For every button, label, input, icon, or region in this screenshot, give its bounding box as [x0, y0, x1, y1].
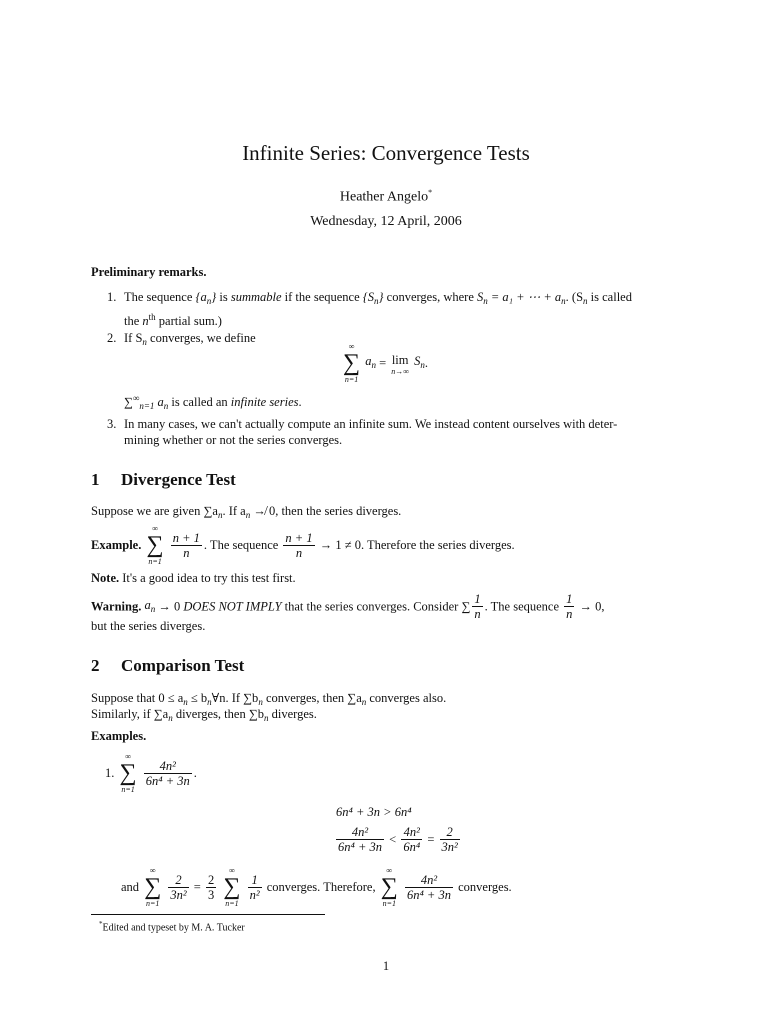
examples-heading: Examples. — [91, 729, 147, 743]
sum-symbol: ∞ ∑ n=1 — [223, 866, 241, 908]
comparison-statement-1: Suppose that $0 \le a_n$ ≤ $b_n\forall n$. If $\sum b_n$ converges, then $\sum a_n$ converges also. — [91, 691, 447, 707]
prelim-item-3: 3. In many cases, we can't actually compute an infinite sum. We instead content ourselves with deter- mining whether or not the series converges. — [107, 417, 618, 447]
sum-symbol: ∞ ∑ n=1 — [146, 524, 164, 566]
inequality-2: $\frac{\text{4n²}}{\text{6n⁴ + 3n}}$ < $\frac{\text{4n²}}{\text{6n⁴}}$ = $\frac{2}{\text{3n²}}$ — [338, 825, 458, 854]
list-marker: 1. — [105, 766, 115, 780]
divergence-warning-line2: but the series diverges. — [91, 619, 206, 633]
prelim-item-1 — [107, 289, 681, 329]
sum-symbol: ∞ ∑ n=1 — [119, 752, 137, 794]
sum-symbol: ∞ ∑ n=1 — [343, 342, 361, 384]
prelim-item-1-text: The sequence $\{a_n\}$ is summable if the sequence $\{S_n\}$ converges, where $S_n = a_1$ + ⋯ + $a_n$. ($S_n$ is called the $n^{th}$ partial sum.) — [124, 290, 632, 328]
footnote: *Edited and typeset by M. A. Tucker — [99, 920, 245, 934]
paper-title: Infinite Series: Convergence Tests — [242, 141, 530, 165]
series-definition-equation: ∞ ∑ n=1 $a_n$ = lim n→∞ $S_n$. — [343, 342, 428, 384]
paper-date: Wednesday, 12 April, 2006 — [310, 214, 462, 229]
divergence-note: Note. It's a good idea to try this test first. — [91, 571, 296, 585]
sum-symbol: ∞ ∑ n=1 — [144, 866, 162, 908]
divergence-example: Example. ∞ ∑ n=1 $\frac{n + 1}{n}$ . The sequence $\frac{n + 1}{n}$ → 1 ≠ 0. Therefore the series diverges. — [91, 524, 515, 566]
list-marker: 1. — [107, 290, 117, 304]
author-footnote-mark: * — [428, 188, 433, 197]
divergence-warning: Warning. $a_n \to 0$ DOES NOT IMPLY that the series converges. Consider ∑ $\frac{1}{n}$ . The sequence $\frac{1}{n}$ → 0, — [91, 592, 605, 621]
sum-symbol: ∞ ∑ n=1 — [380, 866, 398, 908]
comparison-conclusion: and ∞ ∑ n=1 $\frac{2}{\text{3n²}}$ = $\frac{2}{3}$ ∞ ∑ n=1 $\frac{1}{\text{n²}}$ converges. Therefore, ∞ ∑ n=1 $\frac{\text{4n²}}{\text{6n⁴ + 3n}}$ converges. — [121, 866, 512, 908]
author-name: Heather Angelo — [339, 189, 429, 205]
paper-author — [91, 184, 681, 207]
page-number: 1 — [382, 959, 390, 973]
footnote-rule — [91, 914, 325, 915]
prelim-item-2: 2. If $S_n$ converges, we define — [107, 331, 256, 347]
prelim-heading: Preliminary remarks. — [91, 265, 207, 279]
paper-page — [91, 0, 681, 1024]
section-1-heading: 1 Divergence Test — [91, 470, 236, 489]
infinite-series-note: $\sum^\infty_{n=1}$ $a_n$ is called an infinite series. — [124, 393, 302, 411]
list-marker: 2. — [107, 331, 117, 345]
limit-operator: lim n→∞ — [391, 352, 409, 376]
list-marker: 3. — [107, 417, 117, 431]
divergence-intro: Suppose we are given $\sum a_n$. If $a_n$ ↛ 0, then the series diverges. — [91, 504, 402, 520]
comparison-example-1: 1. ∞ ∑ n=1 $\frac{\text{4n²}}{\text{6n⁴ + 3n}}$ . — [105, 752, 197, 794]
section-2-heading: 2 Comparison Test — [91, 656, 245, 675]
comparison-statement-2: Similarly, if $\sum a_n$ diverges, then $\sum b_n$ diverges. — [91, 707, 317, 723]
inequality-1: 6n⁴ + 3n > 6n⁴ — [336, 805, 412, 819]
